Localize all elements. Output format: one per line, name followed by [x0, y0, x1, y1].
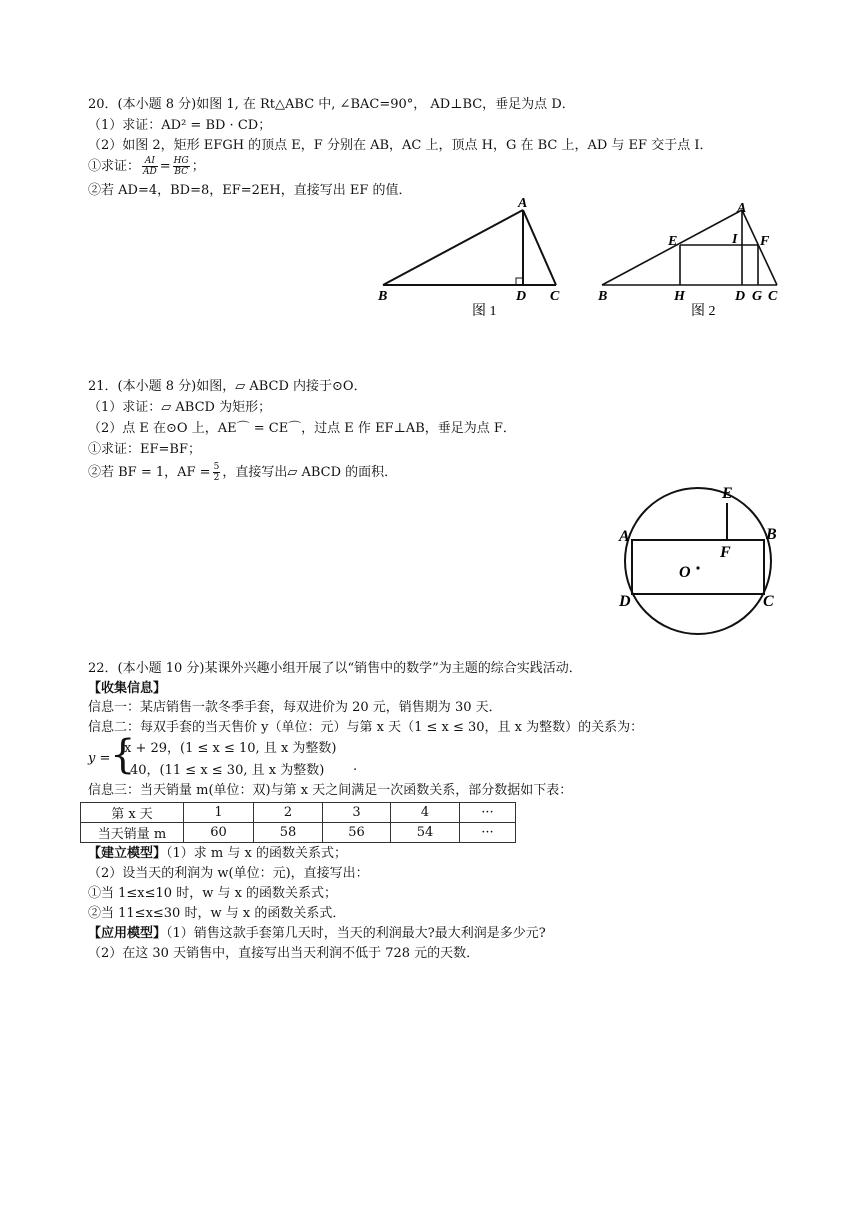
q20-frac1-den: AD — [143, 167, 157, 177]
q22-model2a: ①当 1≤x≤10 时，w 与 x 的函数关系式； — [88, 886, 338, 901]
q20-part1: （1）求证：AD² = BD · CD； — [88, 118, 272, 133]
fig3-center-dot — [696, 566, 699, 569]
fig3-label-e: E — [722, 485, 733, 502]
q21-sub2 — [88, 462, 397, 483]
q20-figure2 — [592, 195, 792, 320]
q20-frac-ai-ad — [142, 156, 158, 177]
fig3-label-c: C — [763, 593, 774, 610]
table-cell: 56 — [323, 823, 391, 843]
q21-part1: （1）求证：▱ ABCD 为矩形； — [88, 400, 272, 415]
q21-sub1: ①求证：EF=BF； — [88, 442, 201, 457]
table-row — [81, 823, 516, 843]
q20-frac-hg-bc — [173, 156, 190, 177]
table-cell: 2 — [254, 803, 323, 823]
table-cell: 58 — [254, 823, 323, 843]
q21-sub2-suffix: ，直接写出▱ ABCD 的面积． — [222, 465, 398, 480]
q21-part2: （2）点 E 在⊙O 上，AE⌒ = CE⌒，过点 E 作 EF⊥AB，垂足为点 F． — [88, 421, 516, 436]
q20-frac2-num: HG — [173, 156, 189, 166]
fig1-line-ac — [523, 210, 556, 285]
table-cell: ··· — [460, 823, 516, 843]
q22-model-line — [88, 845, 347, 863]
q22-data-table — [80, 802, 516, 843]
fig2-label-e: E — [668, 234, 678, 249]
q22-case1: x + 29，(1 ≤ x ≤ 10, 且 x 为整数) — [124, 741, 337, 756]
table-cell: 4 — [391, 803, 460, 823]
table-cell: ··· — [460, 803, 516, 823]
q21-frac-five-halves — [213, 462, 221, 483]
q22-y-eq: y = — [88, 751, 111, 766]
q22-model1: （1）求 m 与 x 的函数关系式； — [166, 846, 347, 861]
table-cell: 第 x 天 — [81, 803, 184, 823]
fig2-label-i: I — [732, 232, 738, 247]
fig2-caption: 图 2 — [691, 304, 716, 319]
q20-figure1 — [370, 195, 570, 320]
table-cell: 当天销量 m — [81, 823, 184, 843]
q22-model-heading: 【建立模型】 — [88, 846, 167, 861]
q22-model2: （2）设当天的利润为 w(单位：元)，直接写出： — [88, 866, 369, 881]
fig3-circle — [625, 488, 771, 634]
q22-apply2: （2）在这 30 天销售中，直接写出当天利润不低于 728 元的天数． — [88, 946, 480, 961]
q20-sub1-suffix: ； — [191, 159, 205, 174]
q20-title: 20．(本小题 8 分)如图 1, 在 Rt△ABC 中, ∠BAC=90°， AD⊥BC，垂足为点 D． — [88, 97, 575, 112]
fig2-label-h: H — [674, 289, 685, 304]
fig1-label-a: A — [518, 196, 528, 211]
table-row — [81, 803, 516, 823]
q22-case2: 40，(11 ≤ x ≤ 30, 且 x 为整数) — [130, 763, 325, 778]
q22-case-period: . — [353, 759, 358, 774]
q22-apply1: （1）销售这款手套第几天时，当天的利润最大?最大利润是多少元? — [166, 926, 546, 941]
q21-title: 21．(本小题 8 分)如图，▱ ABCD 内接于⊙O． — [88, 379, 367, 394]
table-cell: 60 — [184, 823, 254, 843]
q22-collect-heading: 【收集信息】 — [88, 681, 167, 696]
fig1-line-ba — [383, 210, 523, 285]
q20-sub1 — [88, 156, 205, 177]
q20-frac1-num: AI — [142, 156, 158, 167]
q22-title: 22．(本小题 10 分)某课外兴趣小组开展了以“销售中的数学”为主题的综合实践活动． — [88, 661, 582, 676]
q21-frac-num: 5 — [213, 462, 220, 472]
q22-info1: 信息一：某店销售一款冬季手套，每双进价为 20 元，销售期为 30 天． — [88, 700, 502, 715]
fig2-label-f: F — [760, 234, 770, 249]
q22-info2: 信息二：每双手套的当天售价 y（单位：元）与第 x 天（1 ≤ x ≤ 30，且 x 为整数）的关系为： — [88, 720, 644, 735]
q22-info3: 信息三：当天销量 m(单位：双)与第 x 天之间满足一次函数关系，部分数据如下表： — [88, 783, 573, 798]
fig3-label-d: D — [619, 593, 631, 610]
table-cell: 54 — [391, 823, 460, 843]
fig1-label-b: B — [378, 289, 388, 304]
fig2-label-g: G — [752, 289, 763, 304]
fig1-right-angle-mark — [516, 278, 523, 285]
fig3-label-f: F — [720, 544, 731, 561]
fig2-label-b: B — [598, 289, 608, 304]
q20-frac2-den: BC — [174, 167, 188, 177]
fig2-label-a: A — [737, 201, 747, 216]
q22-apply-line — [88, 925, 546, 943]
fig3-label-o: O — [679, 564, 691, 581]
fig1-label-c: C — [550, 289, 560, 304]
fig2-label-c: C — [768, 289, 778, 304]
fig3-label-a: A — [619, 528, 630, 545]
q22-model2b: ②当 11≤x≤30 时，w 与 x 的函数关系式． — [88, 906, 346, 921]
q21-sub2-prefix: ②若 BF = 1，AF = — [88, 465, 211, 480]
table-cell: 1 — [184, 803, 254, 823]
q22-brace: { — [110, 732, 136, 778]
q21-figure — [610, 478, 790, 640]
q21-frac-den: 2 — [213, 473, 220, 483]
fig1-caption: 图 1 — [472, 304, 497, 319]
fig3-label-b: B — [766, 526, 777, 543]
q20-sub1-eq: = — [159, 159, 171, 174]
q20-sub1-prefix: ①求证： — [88, 159, 141, 174]
q22-apply-heading: 【应用模型】 — [88, 926, 167, 941]
q20-part2: （2）如图 2，矩形 EFGH 的顶点 E，F 分别在 AB，AC 上，顶点 H，G 在 BC 上，AD 与 EF 交于点 I． — [88, 138, 713, 153]
fig1-label-d: D — [516, 289, 527, 304]
q20-sub2: ②若 AD=4，BD=8，EF=2EH，直接写出 EF 的值． — [88, 183, 412, 198]
fig2-label-d: D — [735, 289, 746, 304]
table-cell: 3 — [323, 803, 391, 823]
